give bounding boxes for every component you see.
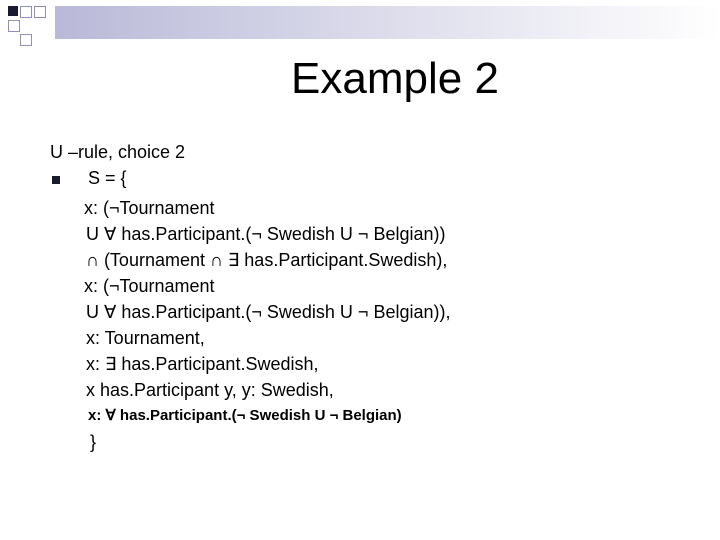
formula-line: U ∀ has.Participant.(¬ Swedish U ¬ Belgian)),	[86, 302, 451, 322]
formula-line: x has.Participant y, y: Swedish,	[86, 380, 334, 400]
formula-line: x: Tournament,	[86, 328, 205, 348]
intro-line: U –rule, choice 2	[50, 142, 186, 162]
header-gradient-bar	[55, 6, 720, 39]
formula-line: U ∀ has.Participant.(¬ Swedish U ¬ Belgian))	[86, 224, 446, 244]
formula-line: x: (¬Tournament	[84, 276, 215, 296]
header-decoration	[0, 0, 720, 48]
decor-square	[20, 6, 32, 18]
formula-line: x: (¬Tournament	[84, 198, 215, 218]
formula-line-small: x: ∀ has.Participant.(¬ Swedish U ¬ Belgian)	[88, 407, 402, 424]
decor-square	[34, 6, 46, 18]
formula-line: x: ∃ has.Participant.Swedish,	[86, 354, 319, 374]
slide-title: Example 2	[291, 54, 499, 103]
bullet-line: S = {	[88, 168, 127, 188]
closing-brace: }	[90, 432, 97, 452]
decor-square	[8, 20, 20, 32]
decor-square	[20, 34, 32, 46]
decor-square	[8, 6, 18, 16]
formula-line: ∩ (Tournament ∩ ∃ has.Participant.Swedish),	[86, 250, 448, 270]
bullet-marker	[52, 176, 60, 184]
